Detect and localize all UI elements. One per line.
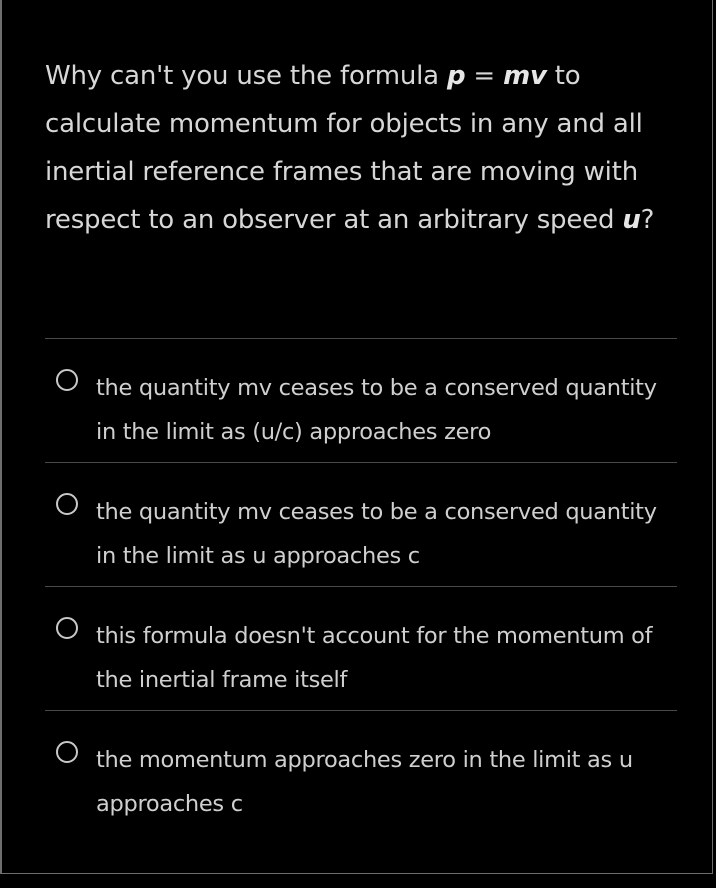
page-footer-area bbox=[0, 874, 716, 888]
question-part-2: to calculate momentum for objects in any and all inertial reference frames that are moving with respect to an observer at an arbitrary speed bbox=[45, 61, 643, 235]
question-text bbox=[45, 52, 685, 244]
answer-option-1[interactable] bbox=[45, 352, 677, 462]
divider bbox=[45, 710, 677, 711]
answer-option-label[interactable]: the quantity mv ceases to be a conserved quantity in the limit as u approaches c bbox=[96, 499, 657, 569]
answer-option-2[interactable] bbox=[45, 476, 677, 586]
answer-option-label[interactable]: this formula doesn't account for the momentum of the inertial frame itself bbox=[96, 623, 653, 693]
answer-option-4[interactable] bbox=[45, 724, 677, 834]
radio-button-icon[interactable] bbox=[56, 493, 78, 515]
variable-u: u bbox=[622, 205, 641, 235]
variable-p: p bbox=[446, 61, 466, 91]
equals-sign: = bbox=[465, 61, 504, 91]
radio-button-icon[interactable] bbox=[56, 369, 78, 391]
answer-option-3[interactable] bbox=[45, 600, 677, 710]
question-part-1: Why can't you use the formula bbox=[45, 61, 447, 91]
question-part-3: ? bbox=[640, 205, 655, 235]
radio-button-icon[interactable] bbox=[56, 617, 78, 639]
answer-option-label[interactable]: the quantity mv ceases to be a conserved quantity in the limit as (u/c) approaches zero bbox=[96, 375, 657, 445]
divider bbox=[45, 338, 677, 339]
answer-option-label[interactable]: the momentum approaches zero in the limit as u approaches c bbox=[96, 747, 633, 817]
divider bbox=[45, 586, 677, 587]
variable-mv: mv bbox=[503, 61, 547, 91]
divider bbox=[45, 462, 677, 463]
radio-button-icon[interactable] bbox=[56, 741, 78, 763]
